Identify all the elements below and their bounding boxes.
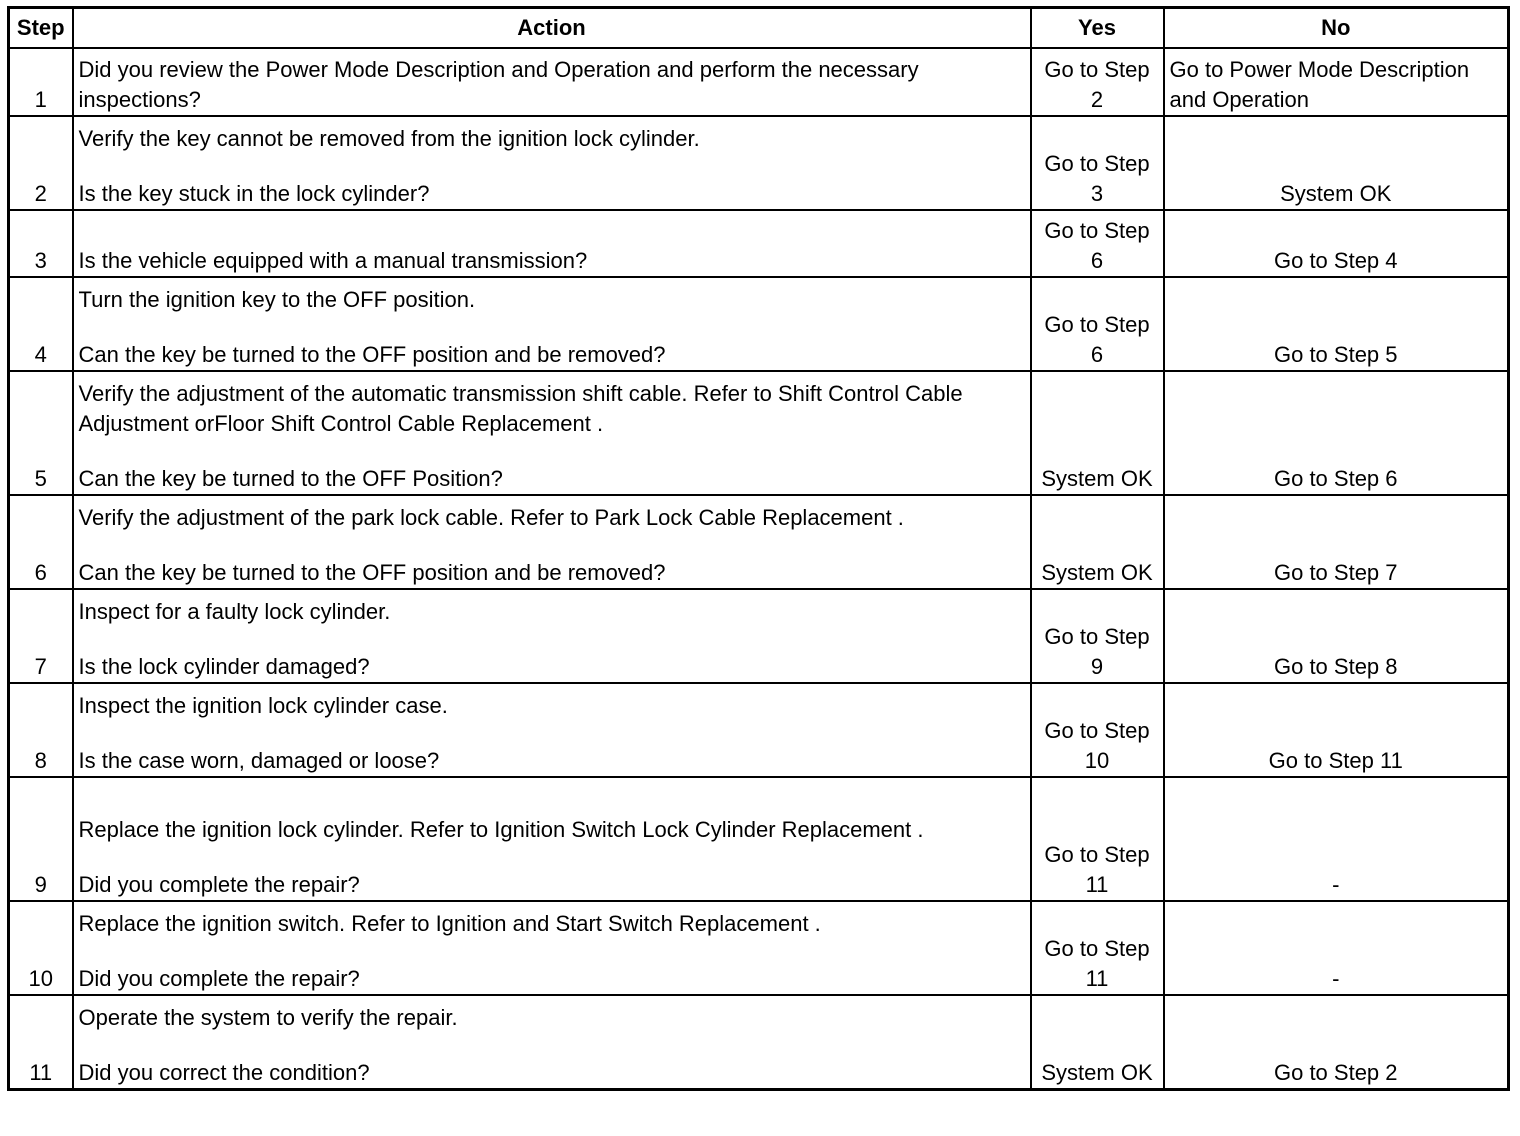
header-row	[9, 8, 1509, 49]
table-row	[9, 901, 1509, 995]
table-row	[9, 116, 1509, 210]
question-text: Did you complete the repair?	[78, 872, 360, 897]
yes-result: Go to Step 6	[1031, 210, 1164, 277]
diagnostic-table	[7, 6, 1510, 1091]
step-number: 3	[9, 210, 73, 277]
action-cell	[73, 901, 1031, 995]
step-number: 6	[9, 495, 73, 589]
step-number: 5	[9, 371, 73, 495]
action-text: Verify the adjustment of the park lock cable. Refer to Park Lock Cable Replacement .	[78, 505, 904, 530]
action-cell	[73, 495, 1031, 589]
table-row	[9, 995, 1509, 1089]
no-result: Go to Step 2	[1164, 995, 1509, 1089]
action-cell	[73, 777, 1031, 901]
no-result: -	[1164, 901, 1509, 995]
question-text: Did you correct the condition?	[78, 1059, 370, 1085]
header-no: No	[1164, 8, 1509, 49]
step-number: 4	[9, 277, 73, 371]
yes-result: Go to Step 3	[1031, 116, 1164, 210]
header-step: Step	[9, 8, 73, 49]
table-row	[9, 371, 1509, 495]
step-number: 1	[9, 48, 73, 116]
no-result: Go to Step 8	[1164, 589, 1509, 683]
table-row	[9, 777, 1509, 901]
action-text: Replace the ignition lock cylinder. Refer to Ignition Switch Lock Cylinder Replacement .	[78, 817, 924, 842]
question-text: Can the key be turned to the OFF position and be removed?	[78, 560, 666, 585]
yes-result: Go to Step 10	[1031, 683, 1164, 777]
step-number: 9	[9, 777, 73, 901]
action-text: Verify the key cannot be removed from the ignition lock cylinder.	[78, 126, 700, 151]
yes-result: Go to Step 2	[1031, 48, 1164, 116]
action-text: Replace the ignition switch. Refer to Ignition and Start Switch Replacement .	[78, 911, 821, 936]
action-cell	[73, 210, 1031, 277]
action-text: Operate the system to verify the repair.	[78, 1004, 458, 1030]
action-text: Turn the ignition key to the OFF position.	[78, 287, 476, 312]
step-number: 2	[9, 116, 73, 210]
yes-result: System OK	[1031, 371, 1164, 495]
action-cell	[73, 683, 1031, 777]
question-text: Is the lock cylinder damaged?	[78, 654, 370, 679]
no-result: Go to Step 4	[1164, 210, 1509, 277]
yes-result: Go to Step 11	[1031, 777, 1164, 901]
step-number: 10	[9, 901, 73, 995]
table-row	[9, 210, 1509, 277]
action-cell	[73, 48, 1031, 116]
question-text: Can the key be turned to the OFF Position?	[78, 466, 503, 491]
question-text: Is the key stuck in the lock cylinder?	[78, 181, 430, 206]
table-row	[9, 495, 1509, 589]
no-result: Go to Step 6	[1164, 371, 1509, 495]
table-row	[9, 48, 1509, 116]
action-text: Inspect the ignition lock cylinder case.	[78, 693, 448, 718]
no-result: System OK	[1164, 116, 1509, 210]
action-cell	[73, 995, 1031, 1089]
table-row	[9, 277, 1509, 371]
action-text: Did you review the Power Mode Description and Operation and perform the necessary inspections?	[78, 57, 919, 112]
header-action: Action	[73, 8, 1031, 49]
step-number: 7	[9, 589, 73, 683]
question-text: Is the case worn, damaged or loose?	[78, 748, 440, 773]
question-text: Can the key be turned to the OFF position and be removed?	[78, 342, 666, 367]
table-row	[9, 683, 1509, 777]
no-result: -	[1164, 777, 1509, 901]
no-result: Go to Step 11	[1164, 683, 1509, 777]
step-number: 11	[9, 995, 73, 1089]
action-cell	[73, 277, 1031, 371]
step-number: 8	[9, 683, 73, 777]
question-text: Did you complete the repair?	[78, 966, 360, 991]
action-cell	[73, 589, 1031, 683]
yes-result: Go to Step 6	[1031, 277, 1164, 371]
yes-result: System OK	[1031, 495, 1164, 589]
table-row	[9, 589, 1509, 683]
no-result: Go to Step 7	[1164, 495, 1509, 589]
action-text: Inspect for a faulty lock cylinder.	[78, 599, 391, 624]
yes-result: Go to Step 9	[1031, 589, 1164, 683]
header-yes: Yes	[1031, 8, 1164, 49]
action-cell	[73, 371, 1031, 495]
diagnostic-table-container	[7, 6, 1510, 1091]
no-result: Go to Power Mode Description and Operation	[1164, 48, 1509, 116]
action-cell	[73, 116, 1031, 210]
action-text: Verify the adjustment of the automatic transmission shift cable. Refer to Shift Control Cable Adjustment orFloor Shift Control Cable Replacement .	[78, 381, 963, 436]
no-result: Go to Step 5	[1164, 277, 1509, 371]
yes-result: Go to Step 11	[1031, 901, 1164, 995]
action-text: Is the vehicle equipped with a manual transmission?	[78, 248, 588, 273]
yes-result: System OK	[1031, 995, 1164, 1089]
